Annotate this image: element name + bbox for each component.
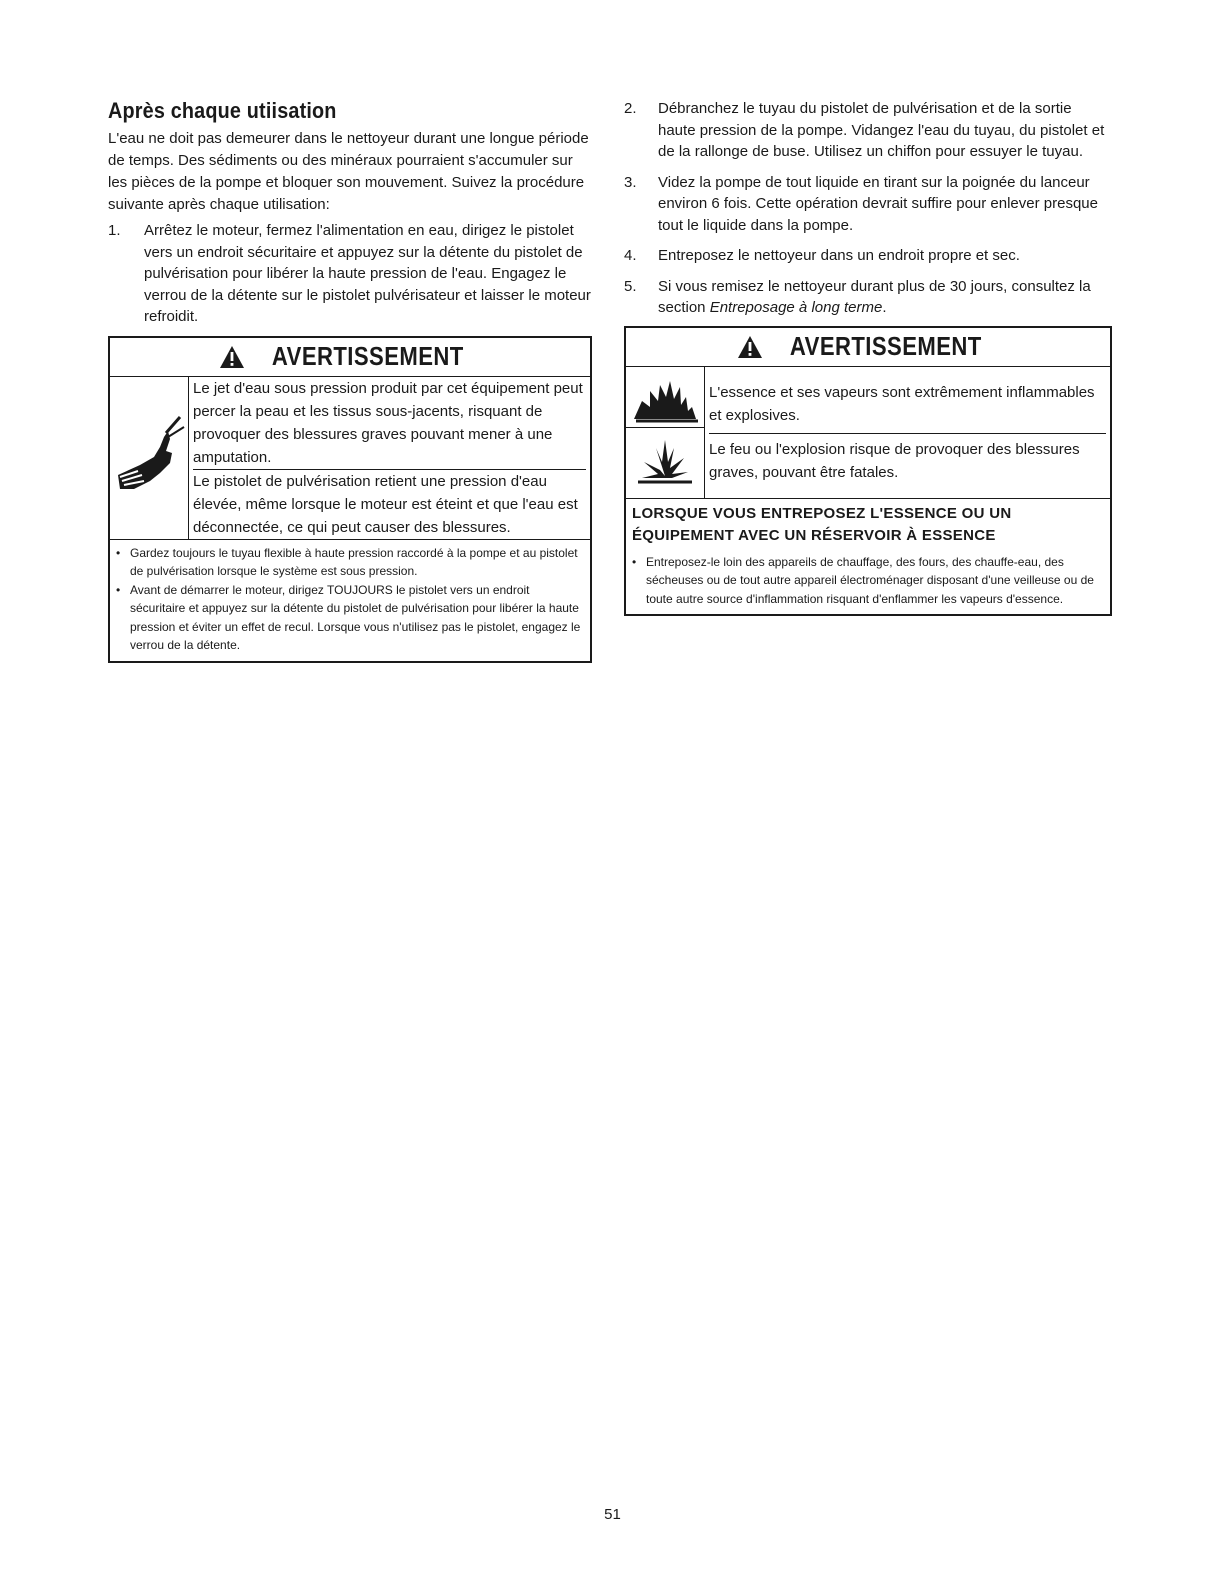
step-text: Videz la pompe de tout liquide en tirant sur la poignée du lanceur environ 6 fois. Cette opération devrait suffire pour enlever presque tout le liquide dans la pompe. [658, 173, 1098, 234]
warning-paragraph: Le pistolet de pulvérisation retient une pression d'eau élevée, même lorsque le moteur est éteint et que l'eau est déconnectée, ce qui peut causer des blessures. [193, 472, 578, 536]
warning-bullets [626, 549, 1110, 615]
warning-paragraph: Le feu ou l'explosion risque de provoquer des blessures graves, pouvant être fatales. [709, 440, 1080, 481]
step-number: 2. [624, 100, 637, 117]
warning-bullets [110, 540, 590, 661]
explosion-icon [626, 428, 704, 488]
warning-triangle-icon [737, 335, 763, 359]
step-number: 1. [108, 222, 121, 239]
fire-icon [626, 367, 704, 428]
step-text: Entreposez le nettoyeur dans un endroit propre et sec. [658, 247, 1020, 264]
intro-paragraph: L'eau ne doit pas demeurer dans le nettoyeur durant une longue période de temps. Des sédiments ou des minéraux pourraient s'accumuler sur les pièces de la pompe et bloquer son mouvement. Suivez la procédure suivante après chaque utilisation: [108, 130, 589, 213]
warning-title: AVERTISSEMENT [790, 331, 982, 361]
warning-icon-cell [626, 367, 705, 498]
step-text-italic: Entreposage à long terme [709, 299, 883, 316]
list-item [624, 276, 1112, 319]
step-number: 4. [624, 247, 637, 264]
page-number: 51 [604, 1506, 621, 1523]
steps-list-left [108, 220, 592, 328]
step-text-after: . [882, 299, 887, 316]
list-item [624, 98, 1112, 163]
list-item [624, 245, 1112, 267]
step-number: 5. [624, 277, 637, 295]
warning-paragraph: L'essence et ses vapeurs sont extrêmement inflammables et explosives. [709, 381, 1106, 434]
list-item: • Gardez toujours le tuyau flexible à haute pression raccordé à la pompe et au pistolet de pulvérisation lorsque le système est sous pression. [116, 544, 584, 581]
step-text: Débranchez le tuyau du pistolet de pulvérisation et de la sortie haute pression de la pompe. Vidangez l'eau du tuyau, du pistolet et de la rallonge de buse. Utilisez un chiffon pour essuyer le tuyau. [658, 100, 1105, 160]
list-item: • Entreposez-le loin des appareils de chauffage, des fours, des chauffe-eau, des sécheuses ou de tout autre appareil électroménager disposant d'une veilleuse ou de toute autre source d'inflammation risquant d'enflammer les vapeurs d'essence. [632, 553, 1104, 609]
steps-list-right [624, 98, 1112, 319]
warning-subheading: LORSQUE VOUS ENTREPOSEZ L'ESSENCE OU UN ÉQUIPEMENT AVEC UN RÉSERVOIR À ESSENCE [632, 504, 1012, 544]
warning-header [626, 328, 1110, 367]
warning-triangle-icon [219, 345, 245, 369]
list-item [624, 172, 1112, 237]
warning-header [110, 338, 590, 377]
left-column [108, 98, 592, 663]
list-item: • Avant de démarrer le moteur, dirigez TOUJOURS le pistolet vers un endroit sécuritaire et appuyez sur la détente du pistolet de pulvérisation pour libérer la haute pression et éviter un effet de recul. Lorsque vous n'utilisez pas le pistolet, engagez le verrou de la détente. [116, 581, 584, 655]
warning-body [110, 377, 590, 540]
warning-box-pressure [108, 336, 592, 663]
step-text-before: Si vous remisez le nettoyeur durant plus de 30 jours, consultez la section [658, 277, 1091, 316]
section-title: Après chaque utiisation [108, 98, 337, 123]
hand-injury-icon [110, 377, 188, 527]
list-item [108, 220, 592, 328]
warning-box-fuel [624, 326, 1112, 617]
step-text: Arrêtez le moteur, fermez l'alimentation en eau, dirigez le pistolet vers un endroit sécuritaire et appuyez sur la détente du pistolet de pulvérisation pour libérer la haute pression de l'eau. Engagez le verrou de la détente sur le pistolet pulvérisateur et laisser le moteur refroidit. [144, 222, 591, 325]
warning-text-cell [189, 377, 590, 539]
warning-title: AVERTISSEMENT [272, 341, 464, 371]
warning-body [626, 367, 1110, 499]
warning-paragraph: Le jet d'eau sous pression produit par cet équipement peut percer la peau et les tissus sous-jacents, risquant de provoquer des blessures graves pouvant mener à une amputation. [193, 377, 586, 470]
warning-text-cell [705, 367, 1110, 498]
warning-icon-cell [110, 377, 189, 539]
step-text [658, 276, 1112, 319]
step-number: 3. [624, 173, 637, 191]
right-column [624, 98, 1112, 616]
